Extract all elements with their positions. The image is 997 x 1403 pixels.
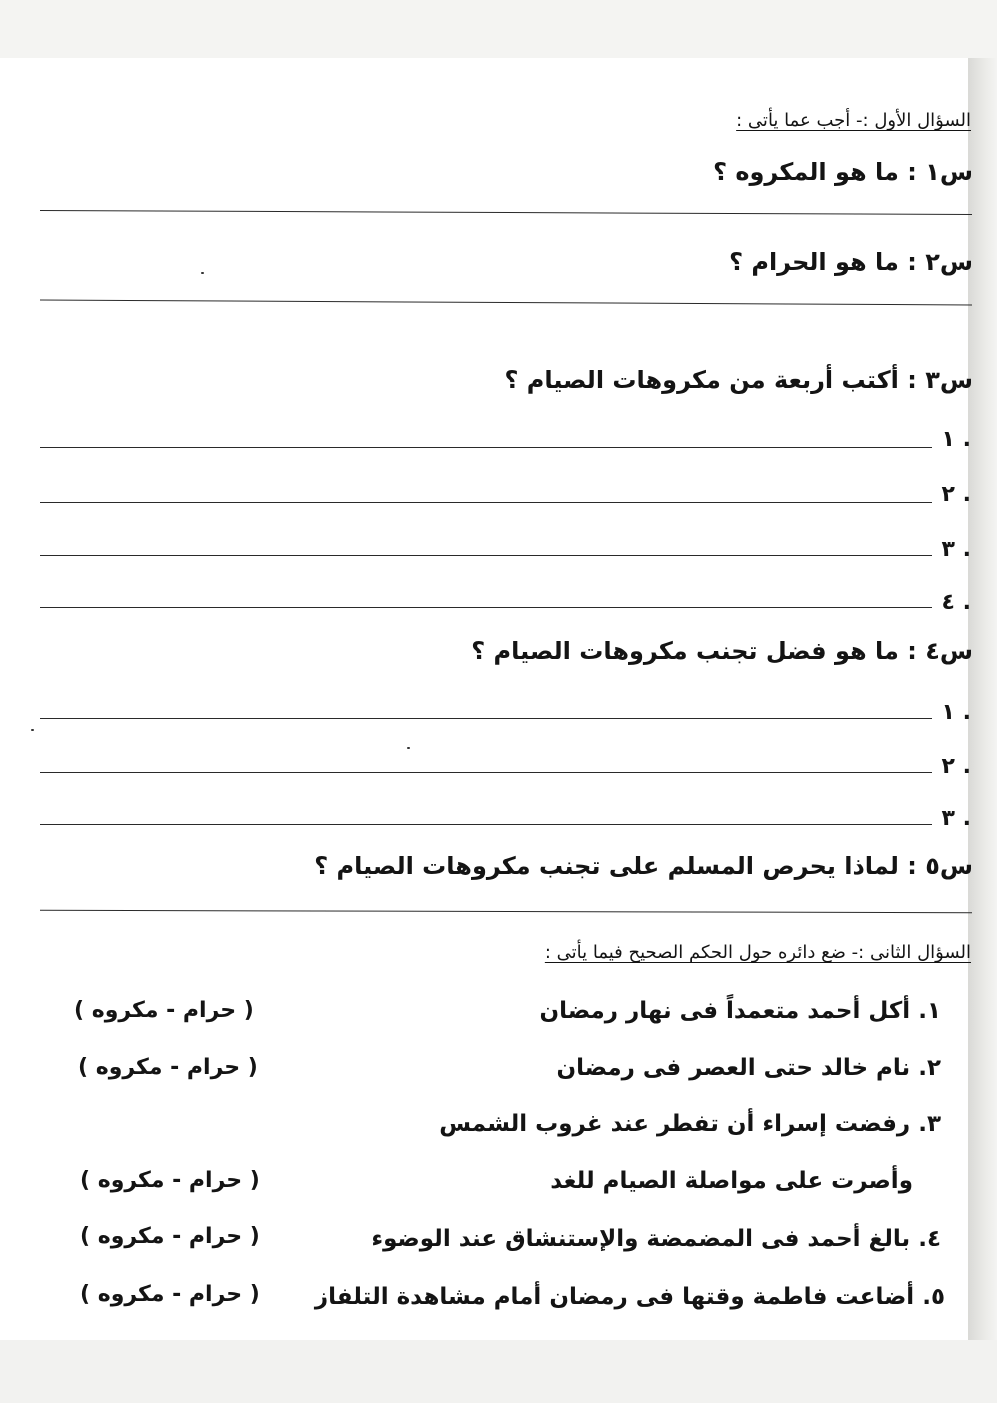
q3-answer-line-1[interactable] (40, 447, 932, 448)
statement-3 (439, 1111, 941, 1137)
section2-title: السؤال الثانى :- ضع دائره حول الحكم الصحيح فيما يأتى : (544, 942, 971, 963)
statement-2 (556, 1055, 941, 1081)
choice-5[interactable]: ( حرام - مكروه ) (80, 1282, 260, 1307)
statement-3-number: ٣. (918, 1111, 941, 1137)
statement-4-text: بالغ أحمد فى المضمضة والإستنشاق عند الوضوء (371, 1226, 911, 1252)
statement-4-number: ٤. (918, 1226, 941, 1252)
statement-3-text: رفضت إسراء أن تفطر عند غروب الشمس (439, 1111, 911, 1137)
choice-3[interactable]: ( حرام - مكروه ) (80, 1168, 260, 1193)
question-2: س٢ : ما هو الحرام ؟ (729, 248, 973, 276)
page-bottom-margin (0, 1340, 997, 1403)
q3-answer-line-4[interactable] (40, 607, 932, 608)
section1-title: السؤال الأول :- أجب عما يأتى : (736, 110, 971, 131)
question-1: س١ : ما هو المكروه ؟ (713, 158, 973, 186)
statement-5 (315, 1284, 945, 1310)
q3-item-3-number: ٣ . (941, 537, 971, 562)
statement-1-text: أكل أحمد متعمداً فى نهار رمضان (539, 998, 911, 1024)
statement-5-number: ٥. (922, 1284, 945, 1310)
statement-4 (371, 1226, 941, 1252)
scan-speck (201, 272, 204, 274)
scan-speck (31, 729, 34, 731)
q4-item-1-number: ١ . (941, 700, 971, 725)
q3-item-4-number: ٤ . (941, 590, 971, 615)
statement-2-number: ٢. (918, 1055, 941, 1081)
q4-answer-line-3[interactable] (40, 824, 932, 825)
q3-answer-line-2[interactable] (40, 502, 932, 503)
statement-1 (540, 998, 941, 1024)
q4-item-3-number: ٣ . (941, 806, 971, 831)
q4-answer-line-2[interactable] (40, 772, 932, 773)
statement-3b-text: وأصرت على مواصلة الصيام للغد (550, 1168, 913, 1194)
statement-1-number: ١. (918, 998, 941, 1024)
q4-answer-line-1[interactable] (40, 718, 932, 719)
scan-speck (407, 747, 410, 749)
choice-2[interactable]: ( حرام - مكروه ) (78, 1055, 258, 1080)
statement-5-text: أضاعت فاطمة وقتها فى رمضان أمام مشاهدة التلفاز (314, 1284, 915, 1310)
choice-4[interactable]: ( حرام - مكروه ) (80, 1224, 260, 1249)
q4-item-2-number: ٢ . (941, 754, 971, 779)
question-3: س٣ : أكتب أربعة من مكروهات الصيام ؟ (504, 366, 973, 394)
choice-1[interactable]: ( حرام - مكروه ) (74, 998, 254, 1023)
statement-2-text: نام خالد حتى العصر فى رمضان (556, 1055, 911, 1081)
q3-item-1-number: ١ . (941, 427, 971, 452)
question-5: س٥ : لماذا يحرص المسلم على تجنب مكروهات الصيام ؟ (314, 852, 973, 880)
statement-3-continued (550, 1168, 913, 1194)
question-4: س٤ : ما هو فضل تجنب مكروهات الصيام ؟ (471, 637, 973, 665)
q3-item-2-number: ٢ . (941, 482, 971, 507)
q3-answer-line-3[interactable] (40, 555, 932, 556)
